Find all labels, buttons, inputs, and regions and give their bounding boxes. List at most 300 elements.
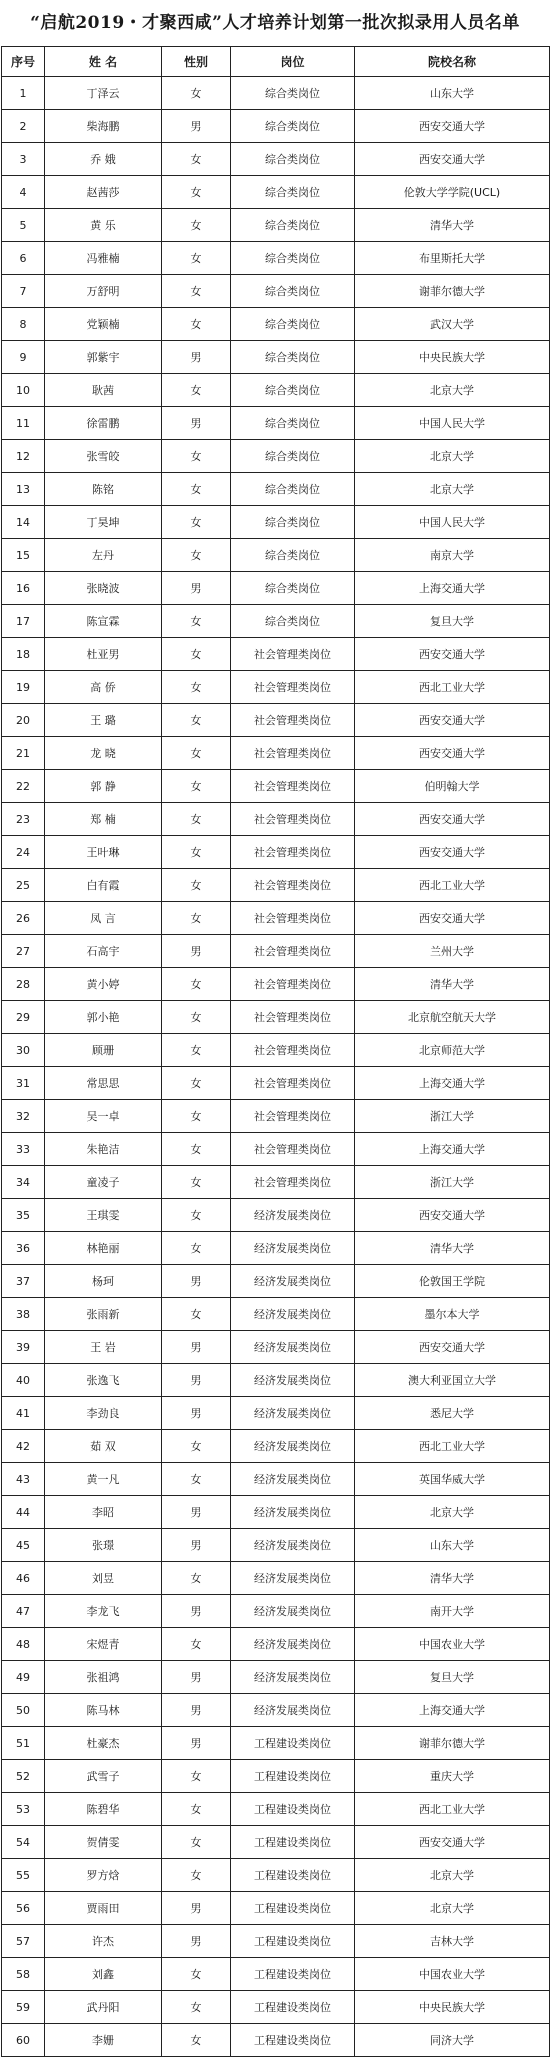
cell-school: 西安交通大学 — [355, 110, 550, 143]
table-row — [2, 638, 550, 671]
cell-position: 综合类岗位 — [231, 176, 355, 209]
cell-position: 经济发展类岗位 — [231, 1562, 355, 1595]
table-row — [2, 176, 550, 209]
cell-school: 西安交通大学 — [355, 1826, 550, 1859]
cell-school: 上海交通大学 — [355, 1067, 550, 1100]
table-row — [2, 1727, 550, 1760]
cell-sex: 男 — [162, 1661, 231, 1694]
cell-no: 40 — [2, 1364, 45, 1397]
cell-position: 社会管理类岗位 — [231, 770, 355, 803]
cell-school: 谢菲尔德大学 — [355, 1727, 550, 1760]
cell-no: 30 — [2, 1034, 45, 1067]
cell-school: 北京航空航天大学 — [355, 1001, 550, 1034]
table-row — [2, 1232, 550, 1265]
table-row — [2, 1760, 550, 1793]
cell-school: 西安交通大学 — [355, 803, 550, 836]
cell-sex: 男 — [162, 110, 231, 143]
cell-school: 山东大学 — [355, 1529, 550, 1562]
cell-position: 综合类岗位 — [231, 209, 355, 242]
cell-sex: 男 — [162, 1496, 231, 1529]
cell-sex: 女 — [162, 77, 231, 110]
table-row — [2, 704, 550, 737]
cell-sex: 女 — [162, 902, 231, 935]
cell-no: 50 — [2, 1694, 45, 1727]
table-row — [2, 77, 550, 110]
cell-school: 山东大学 — [355, 77, 550, 110]
cell-position: 综合类岗位 — [231, 275, 355, 308]
cell-no: 53 — [2, 1793, 45, 1826]
table-row — [2, 1925, 550, 1958]
cell-position: 社会管理类岗位 — [231, 737, 355, 770]
cell-name: 乔 娥 — [45, 143, 162, 176]
document-title: “启航2019・才聚西咸”人才培养计划第一批次拟录用人员名单 — [30, 13, 520, 33]
cell-no: 5 — [2, 209, 45, 242]
cell-name: 郭紫宇 — [45, 341, 162, 374]
cell-sex: 女 — [162, 143, 231, 176]
cell-school: 清华大学 — [355, 1232, 550, 1265]
cell-no: 20 — [2, 704, 45, 737]
cell-name: 吴一卓 — [45, 1100, 162, 1133]
table-row — [2, 1034, 550, 1067]
cell-school: 同济大学 — [355, 2024, 550, 2057]
cell-name: 柴海鹏 — [45, 110, 162, 143]
cell-sex: 女 — [162, 605, 231, 638]
cell-school: 中国农业大学 — [355, 1958, 550, 1991]
cell-sex: 女 — [162, 1100, 231, 1133]
cell-position: 工程建设类岗位 — [231, 1925, 355, 1958]
cell-no: 32 — [2, 1100, 45, 1133]
cell-no: 1 — [2, 77, 45, 110]
cell-sex: 男 — [162, 1397, 231, 1430]
cell-name: 黄 乐 — [45, 209, 162, 242]
header-no: 序号 — [2, 47, 45, 77]
cell-no: 34 — [2, 1166, 45, 1199]
cell-no: 39 — [2, 1331, 45, 1364]
table-row — [2, 110, 550, 143]
cell-no: 37 — [2, 1265, 45, 1298]
cell-sex: 女 — [162, 242, 231, 275]
table-row — [2, 275, 550, 308]
cell-position: 综合类岗位 — [231, 143, 355, 176]
cell-no: 3 — [2, 143, 45, 176]
table-row — [2, 770, 550, 803]
cell-position: 综合类岗位 — [231, 539, 355, 572]
cell-sex: 女 — [162, 770, 231, 803]
header-name: 姓 名 — [45, 47, 162, 77]
cell-position: 社会管理类岗位 — [231, 1133, 355, 1166]
cell-sex: 女 — [162, 1793, 231, 1826]
cell-position: 经济发展类岗位 — [231, 1298, 355, 1331]
cell-no: 13 — [2, 473, 45, 506]
cell-sex: 女 — [162, 506, 231, 539]
cell-no: 7 — [2, 275, 45, 308]
table-row — [2, 1859, 550, 1892]
cell-position: 社会管理类岗位 — [231, 671, 355, 704]
cell-sex: 女 — [162, 803, 231, 836]
cell-no: 45 — [2, 1529, 45, 1562]
cell-sex: 女 — [162, 1034, 231, 1067]
cell-name: 贾雨田 — [45, 1892, 162, 1925]
cell-name: 李龙飞 — [45, 1595, 162, 1628]
cell-name: 李劲良 — [45, 1397, 162, 1430]
cell-school: 北京大学 — [355, 1859, 550, 1892]
cell-position: 社会管理类岗位 — [231, 803, 355, 836]
cell-position: 经济发展类岗位 — [231, 1529, 355, 1562]
cell-no: 26 — [2, 902, 45, 935]
cell-school: 中国农业大学 — [355, 1628, 550, 1661]
cell-name: 武丹阳 — [45, 1991, 162, 2024]
cell-school: 中国人民大学 — [355, 407, 550, 440]
cell-position: 经济发展类岗位 — [231, 1331, 355, 1364]
cell-position: 综合类岗位 — [231, 605, 355, 638]
cell-school: 西安交通大学 — [355, 1331, 550, 1364]
table-row — [2, 1892, 550, 1925]
cell-school: 南开大学 — [355, 1595, 550, 1628]
cell-no: 22 — [2, 770, 45, 803]
cell-name: 刘昱 — [45, 1562, 162, 1595]
cell-school: 浙江大学 — [355, 1100, 550, 1133]
cell-sex: 男 — [162, 1265, 231, 1298]
cell-name: 冯雅楠 — [45, 242, 162, 275]
cell-sex: 女 — [162, 638, 231, 671]
cell-school: 英国华威大学 — [355, 1463, 550, 1496]
cell-sex: 女 — [162, 1133, 231, 1166]
table-row — [2, 1496, 550, 1529]
cell-name: 郭小艳 — [45, 1001, 162, 1034]
table-row — [2, 1265, 550, 1298]
cell-position: 社会管理类岗位 — [231, 1067, 355, 1100]
cell-no: 23 — [2, 803, 45, 836]
cell-name: 张雨新 — [45, 1298, 162, 1331]
cell-name: 茹 双 — [45, 1430, 162, 1463]
cell-position: 综合类岗位 — [231, 341, 355, 374]
table-row — [2, 902, 550, 935]
cell-name: 常思思 — [45, 1067, 162, 1100]
cell-no: 16 — [2, 572, 45, 605]
cell-no: 19 — [2, 671, 45, 704]
cell-no: 21 — [2, 737, 45, 770]
table-row — [2, 1067, 550, 1100]
cell-position: 综合类岗位 — [231, 110, 355, 143]
cell-school: 澳大利亚国立大学 — [355, 1364, 550, 1397]
cell-school: 北京大学 — [355, 473, 550, 506]
cell-position: 工程建设类岗位 — [231, 1760, 355, 1793]
table-row — [2, 1661, 550, 1694]
table-row — [2, 308, 550, 341]
cell-name: 王 岩 — [45, 1331, 162, 1364]
cell-school: 武汉大学 — [355, 308, 550, 341]
cell-no: 41 — [2, 1397, 45, 1430]
cell-name: 王琪雯 — [45, 1199, 162, 1232]
cell-sex: 女 — [162, 1826, 231, 1859]
cell-school: 上海交通大学 — [355, 1694, 550, 1727]
cell-name: 林艳丽 — [45, 1232, 162, 1265]
cell-position: 经济发展类岗位 — [231, 1496, 355, 1529]
cell-position: 工程建设类岗位 — [231, 1958, 355, 1991]
cell-position: 社会管理类岗位 — [231, 935, 355, 968]
cell-sex: 男 — [162, 935, 231, 968]
table-row — [2, 836, 550, 869]
cell-school: 西北工业大学 — [355, 1793, 550, 1826]
cell-sex: 男 — [162, 1595, 231, 1628]
cell-school: 浙江大学 — [355, 1166, 550, 1199]
cell-sex: 女 — [162, 1463, 231, 1496]
cell-no: 9 — [2, 341, 45, 374]
cell-position: 工程建设类岗位 — [231, 1826, 355, 1859]
cell-name: 丁昊坤 — [45, 506, 162, 539]
cell-school: 伯明翰大学 — [355, 770, 550, 803]
cell-name: 赵茜莎 — [45, 176, 162, 209]
cell-school: 北京大学 — [355, 1496, 550, 1529]
cell-sex: 男 — [162, 1694, 231, 1727]
cell-school: 西安交通大学 — [355, 737, 550, 770]
cell-school: 西安交通大学 — [355, 1199, 550, 1232]
table-row — [2, 803, 550, 836]
cell-sex: 女 — [162, 209, 231, 242]
cell-sex: 女 — [162, 1430, 231, 1463]
cell-school: 西北工业大学 — [355, 1430, 550, 1463]
cell-position: 经济发展类岗位 — [231, 1265, 355, 1298]
cell-name: 童凌子 — [45, 1166, 162, 1199]
cell-no: 56 — [2, 1892, 45, 1925]
table-row — [2, 1991, 550, 2024]
table-row — [2, 407, 550, 440]
cell-name: 李昭 — [45, 1496, 162, 1529]
cell-position: 社会管理类岗位 — [231, 638, 355, 671]
cell-name: 黄小婷 — [45, 968, 162, 1001]
cell-no: 12 — [2, 440, 45, 473]
table-row — [2, 374, 550, 407]
table-header-row — [2, 47, 550, 77]
cell-position: 经济发展类岗位 — [231, 1397, 355, 1430]
cell-school: 西北工业大学 — [355, 671, 550, 704]
cell-name: 陈铭 — [45, 473, 162, 506]
cell-name: 丁泽云 — [45, 77, 162, 110]
table-row — [2, 1628, 550, 1661]
cell-name: 郑 楠 — [45, 803, 162, 836]
cell-position: 工程建设类岗位 — [231, 1991, 355, 2024]
table-row — [2, 209, 550, 242]
cell-sex: 女 — [162, 1760, 231, 1793]
cell-school: 伦敦国王学院 — [355, 1265, 550, 1298]
cell-position: 社会管理类岗位 — [231, 869, 355, 902]
table-row — [2, 473, 550, 506]
table-row — [2, 935, 550, 968]
cell-school: 兰州大学 — [355, 935, 550, 968]
cell-sex: 男 — [162, 572, 231, 605]
cell-position: 社会管理类岗位 — [231, 1166, 355, 1199]
cell-sex: 男 — [162, 1925, 231, 1958]
cell-no: 11 — [2, 407, 45, 440]
table-row — [2, 605, 550, 638]
cell-name: 张雪皎 — [45, 440, 162, 473]
cell-sex: 女 — [162, 836, 231, 869]
cell-school: 复旦大学 — [355, 605, 550, 638]
cell-school: 西安交通大学 — [355, 704, 550, 737]
cell-position: 工程建设类岗位 — [231, 1859, 355, 1892]
cell-name: 耿茜 — [45, 374, 162, 407]
cell-no: 18 — [2, 638, 45, 671]
table-row — [2, 1001, 550, 1034]
cell-position: 综合类岗位 — [231, 473, 355, 506]
cell-no: 57 — [2, 1925, 45, 1958]
cell-school: 上海交通大学 — [355, 572, 550, 605]
table-row — [2, 1694, 550, 1727]
cell-position: 社会管理类岗位 — [231, 1100, 355, 1133]
cell-name: 杨珂 — [45, 1265, 162, 1298]
cell-no: 29 — [2, 1001, 45, 1034]
cell-sex: 女 — [162, 1562, 231, 1595]
cell-sex: 女 — [162, 1166, 231, 1199]
cell-position: 社会管理类岗位 — [231, 1001, 355, 1034]
cell-sex: 女 — [162, 2024, 231, 2057]
cell-no: 15 — [2, 539, 45, 572]
cell-name: 许杰 — [45, 1925, 162, 1958]
cell-position: 经济发展类岗位 — [231, 1364, 355, 1397]
roster-table — [1, 46, 550, 2057]
table-row — [2, 671, 550, 704]
cell-no: 25 — [2, 869, 45, 902]
cell-school: 谢菲尔德大学 — [355, 275, 550, 308]
cell-no: 27 — [2, 935, 45, 968]
cell-sex: 女 — [162, 869, 231, 902]
cell-name: 龙 晓 — [45, 737, 162, 770]
cell-no: 17 — [2, 605, 45, 638]
header-position: 岗位 — [231, 47, 355, 77]
cell-name: 顾珊 — [45, 1034, 162, 1067]
cell-school: 西安交通大学 — [355, 902, 550, 935]
cell-sex: 男 — [162, 1331, 231, 1364]
cell-position: 经济发展类岗位 — [231, 1628, 355, 1661]
cell-no: 54 — [2, 1826, 45, 1859]
cell-no: 33 — [2, 1133, 45, 1166]
cell-sex: 男 — [162, 407, 231, 440]
cell-position: 经济发展类岗位 — [231, 1694, 355, 1727]
cell-no: 55 — [2, 1859, 45, 1892]
cell-position: 工程建设类岗位 — [231, 1793, 355, 1826]
cell-sex: 女 — [162, 176, 231, 209]
table-row — [2, 1166, 550, 1199]
table-row — [2, 1298, 550, 1331]
cell-sex: 男 — [162, 1892, 231, 1925]
cell-sex: 女 — [162, 1958, 231, 1991]
cell-name: 左丹 — [45, 539, 162, 572]
cell-sex: 女 — [162, 704, 231, 737]
cell-sex: 女 — [162, 539, 231, 572]
cell-position: 经济发展类岗位 — [231, 1463, 355, 1496]
cell-name: 宋煜青 — [45, 1628, 162, 1661]
cell-position: 综合类岗位 — [231, 308, 355, 341]
cell-position: 经济发展类岗位 — [231, 1199, 355, 1232]
cell-no: 42 — [2, 1430, 45, 1463]
cell-position: 经济发展类岗位 — [231, 1595, 355, 1628]
cell-name: 张璟 — [45, 1529, 162, 1562]
cell-name: 张逸飞 — [45, 1364, 162, 1397]
table-row — [2, 341, 550, 374]
cell-school: 西北工业大学 — [355, 869, 550, 902]
cell-school: 北京大学 — [355, 440, 550, 473]
cell-name: 李姗 — [45, 2024, 162, 2057]
cell-school: 清华大学 — [355, 1562, 550, 1595]
table-row — [2, 1430, 550, 1463]
cell-sex: 女 — [162, 1001, 231, 1034]
cell-name: 陈碧华 — [45, 1793, 162, 1826]
table-row — [2, 1100, 550, 1133]
table-row — [2, 869, 550, 902]
cell-no: 10 — [2, 374, 45, 407]
table-row — [2, 572, 550, 605]
cell-no: 52 — [2, 1760, 45, 1793]
cell-sex: 女 — [162, 308, 231, 341]
cell-school: 布里斯托大学 — [355, 242, 550, 275]
cell-school: 悉尼大学 — [355, 1397, 550, 1430]
table-row — [2, 1595, 550, 1628]
cell-school: 西安交通大学 — [355, 638, 550, 671]
cell-position: 综合类岗位 — [231, 506, 355, 539]
cell-school: 上海交通大学 — [355, 1133, 550, 1166]
cell-no: 60 — [2, 2024, 45, 2057]
table-row — [2, 2024, 550, 2057]
cell-position: 经济发展类岗位 — [231, 1232, 355, 1265]
cell-no: 47 — [2, 1595, 45, 1628]
table-row — [2, 1463, 550, 1496]
cell-position: 经济发展类岗位 — [231, 1430, 355, 1463]
cell-position: 综合类岗位 — [231, 407, 355, 440]
cell-no: 51 — [2, 1727, 45, 1760]
cell-no: 14 — [2, 506, 45, 539]
cell-no: 59 — [2, 1991, 45, 2024]
cell-school: 北京大学 — [355, 1892, 550, 1925]
cell-no: 24 — [2, 836, 45, 869]
cell-school: 中国人民大学 — [355, 506, 550, 539]
cell-name: 贺倩雯 — [45, 1826, 162, 1859]
cell-school: 吉林大学 — [355, 1925, 550, 1958]
header-sex: 性别 — [162, 47, 231, 77]
cell-no: 8 — [2, 308, 45, 341]
cell-sex: 女 — [162, 1298, 231, 1331]
cell-position: 社会管理类岗位 — [231, 836, 355, 869]
cell-name: 罗方焓 — [45, 1859, 162, 1892]
cell-no: 46 — [2, 1562, 45, 1595]
cell-no: 43 — [2, 1463, 45, 1496]
cell-position: 综合类岗位 — [231, 374, 355, 407]
cell-sex: 女 — [162, 1232, 231, 1265]
table-body — [2, 77, 550, 2057]
cell-sex: 男 — [162, 341, 231, 374]
cell-name: 徐雷鹏 — [45, 407, 162, 440]
cell-sex: 女 — [162, 1859, 231, 1892]
cell-name: 黄一凡 — [45, 1463, 162, 1496]
cell-position: 综合类岗位 — [231, 440, 355, 473]
cell-no: 6 — [2, 242, 45, 275]
cell-no: 38 — [2, 1298, 45, 1331]
table-row — [2, 1826, 550, 1859]
cell-school: 重庆大学 — [355, 1760, 550, 1793]
cell-position: 社会管理类岗位 — [231, 968, 355, 1001]
cell-no: 58 — [2, 1958, 45, 1991]
cell-school: 中央民族大学 — [355, 1991, 550, 2024]
table-row — [2, 1199, 550, 1232]
cell-no: 48 — [2, 1628, 45, 1661]
cell-no: 49 — [2, 1661, 45, 1694]
cell-no: 36 — [2, 1232, 45, 1265]
table-row — [2, 1364, 550, 1397]
cell-name: 杜亚男 — [45, 638, 162, 671]
cell-name: 党颖楠 — [45, 308, 162, 341]
cell-position: 经济发展类岗位 — [231, 1661, 355, 1694]
cell-no: 4 — [2, 176, 45, 209]
cell-school: 伦敦大学学院(UCL) — [355, 176, 550, 209]
